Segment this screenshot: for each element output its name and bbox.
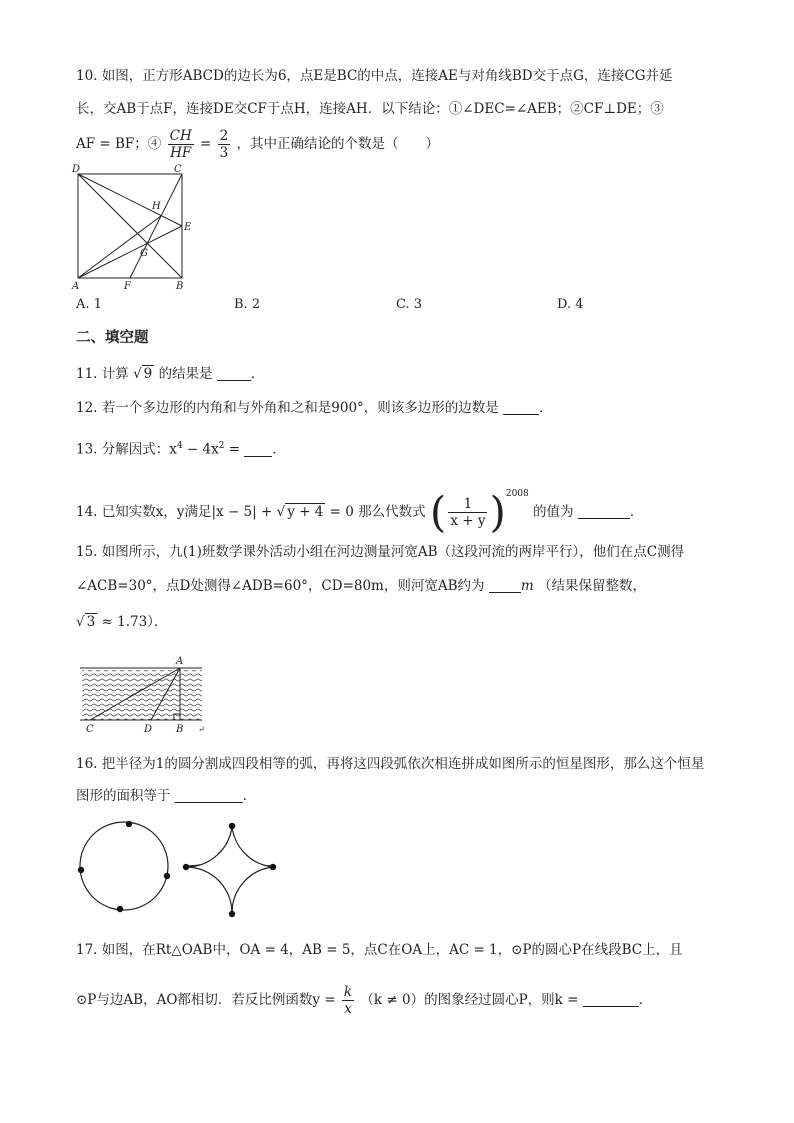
q13-exp2: 2 — [218, 441, 225, 451]
q14 — [76, 472, 644, 537]
q14-left-paren: ( — [429, 487, 447, 537]
q15-line2-a: ∠ACB=30°，点D处测得∠ADB=60°，CD=80m，则河宽AB约为 — [76, 578, 485, 594]
q17-line2-b: （k ≠ 0）的图象经过圆心P，则k = — [360, 992, 579, 1008]
q12-period: ． — [539, 400, 553, 416]
q14-fraction — [448, 496, 487, 529]
q17-frac-num: k — [343, 984, 353, 1000]
q15-sqrt: √ 3 — [76, 614, 96, 630]
circle-dot — [78, 867, 84, 873]
label-A: A — [176, 656, 184, 667]
q17-fraction — [342, 984, 354, 1017]
q14-period: ． — [629, 504, 644, 520]
label-B: B — [176, 281, 184, 292]
q10-square-figure — [70, 162, 195, 292]
q16-answer-blank[interactable] — [175, 788, 243, 803]
label-C: C — [174, 164, 182, 175]
q15-line1: 15. 如图所示，九(1)班数学课外活动小组在河边测量河宽AB（这段河流的两岸平行），他们在点C测得 — [76, 544, 685, 560]
circle-dot — [164, 873, 170, 879]
q11-text-a: 11. 计算 — [76, 366, 129, 382]
q12-answer-blank[interactable] — [503, 400, 539, 415]
q15-river-figure — [76, 652, 216, 738]
label-F: F — [124, 281, 131, 292]
q16-figures — [72, 818, 292, 928]
q14-frac-num: 1 — [448, 496, 487, 513]
q14-text-c: 的值为 — [533, 504, 574, 520]
q10-line3 — [76, 128, 439, 161]
q10-frac2-den: 3 — [219, 145, 229, 161]
q14-answer-blank[interactable] — [578, 504, 630, 519]
q10-fraction-ch-hf — [168, 128, 194, 161]
q16-line1: 16. 把半径为1的圆分割成四段相等的弧，再将这四段弧依次相连拼成如图所示的恒星图形，那么这个恒星 — [76, 756, 705, 772]
segment-ae — [78, 226, 182, 278]
q10-option-a[interactable]: A. 1 — [76, 297, 102, 312]
q11 — [76, 364, 264, 384]
q10-line1: 10. 如图，正方形ABCD的边长为6，点E是BC的中点，连接AE与对角线BD交于点G，连接CG并延 — [76, 68, 673, 84]
q17-frac-den: x — [344, 1001, 352, 1017]
q15-unit: m — [520, 578, 534, 594]
q17-line1: 17. 如图，在Rt△OAB中，OA = 4，AB = 5，点C在OA上，AC = 1，⊙P的圆心P在线段BC上，且 — [76, 942, 683, 958]
label-H: H — [152, 201, 161, 212]
label-D: D — [144, 724, 153, 735]
q10-frac-den: HF — [170, 145, 192, 161]
q10-option-d[interactable]: D. 4 — [557, 297, 584, 312]
q14-exponent: 2008 — [505, 489, 529, 499]
star-dot — [229, 911, 235, 917]
q16-line2 — [76, 786, 256, 806]
q10-frac-eq: = — [200, 136, 212, 152]
q14-radicand: y + 4 — [287, 504, 324, 520]
circle-dot — [117, 906, 123, 912]
segment-de — [78, 174, 182, 226]
q10-fraction-2-3 — [218, 128, 231, 161]
q17-answer-blank[interactable] — [583, 992, 639, 1007]
q16-line2-text: 图形的面积等于 — [76, 788, 171, 804]
star-dot — [229, 823, 235, 829]
q13-text-b: − 4x — [182, 441, 219, 458]
q15-line2 — [76, 576, 646, 596]
q13-text-c: = — [224, 441, 245, 458]
q12-text: 12. 若一个多边形的内角和与外角和之和是900°，则该多边形的边数是 — [76, 400, 499, 416]
diagonal-bd — [78, 174, 182, 278]
q13-period: ． — [272, 441, 286, 458]
q10-line2: 长，交AB于点F，连接DE交CF于点H，连接AH．以下结论：①∠DEC=∠AEB；②CF⊥DE；③ — [76, 101, 664, 117]
section-title-fill-in: 二、填空题 — [76, 330, 149, 346]
label-E: E — [184, 222, 192, 233]
river-water — [82, 670, 202, 720]
q15-line3 — [76, 612, 167, 632]
q10-frac2-num: 2 — [219, 128, 229, 144]
q13-text-a: 13. 分解因式：x — [76, 441, 177, 458]
return-mark: ↵ — [198, 725, 205, 734]
q11-text-b: 的结果是 — [158, 366, 213, 382]
q13-exp1: 4 — [176, 441, 183, 451]
q14-text-a: 14. 已知实数x，y满足|x − 5| + — [76, 504, 273, 520]
q13 — [76, 436, 286, 460]
q10-frac-num: CH — [169, 128, 192, 144]
q10-option-c[interactable]: C. 3 — [396, 297, 423, 312]
q10-option-b[interactable]: B. 2 — [234, 297, 261, 312]
star-dot — [270, 864, 276, 870]
circle-dot — [126, 821, 132, 827]
q17-line2 — [76, 984, 652, 1017]
q11-radicand: 9 — [143, 366, 153, 382]
q11-answer-blank[interactable] — [217, 366, 251, 381]
label-C: C — [86, 724, 94, 735]
q15-answer-blank[interactable] — [489, 578, 521, 593]
q13-answer-blank[interactable] — [244, 442, 272, 457]
q11-sqrt: √ 9 — [133, 366, 153, 382]
label-A: A — [72, 281, 80, 292]
label-B: B — [176, 724, 184, 735]
q15-line2-b: （结果保留整数， — [537, 578, 646, 594]
star-dot — [183, 864, 189, 870]
circle-radius-1 — [80, 822, 168, 910]
q14-text-b: = 0 那么代数式 — [329, 504, 426, 520]
segment-ah — [78, 216, 161, 278]
q17-period: ． — [638, 992, 653, 1008]
q10-line3-b: ，其中正确结论的个数是（ ） — [236, 136, 440, 152]
q12 — [76, 398, 553, 418]
q15-line3-text: ≈ 1.73）． — [101, 614, 168, 630]
q14-sqrt: √ y + 4 — [276, 504, 324, 520]
label-G: G — [140, 248, 148, 259]
q14-right-paren: ) — [489, 487, 506, 537]
star-arcs — [186, 826, 273, 914]
q11-period: ． — [250, 366, 265, 382]
q10-line3-a: AF = BF；④ — [76, 136, 162, 152]
q17-line2-a: ⊙P与边AB，AO都相切．若反比例函数y = — [76, 992, 336, 1008]
q14-frac-den: x + y — [450, 513, 486, 529]
q15-radicand: 3 — [86, 614, 96, 630]
label-D: D — [72, 164, 81, 175]
segment-cf — [130, 174, 182, 278]
q16-period: ． — [242, 788, 257, 804]
